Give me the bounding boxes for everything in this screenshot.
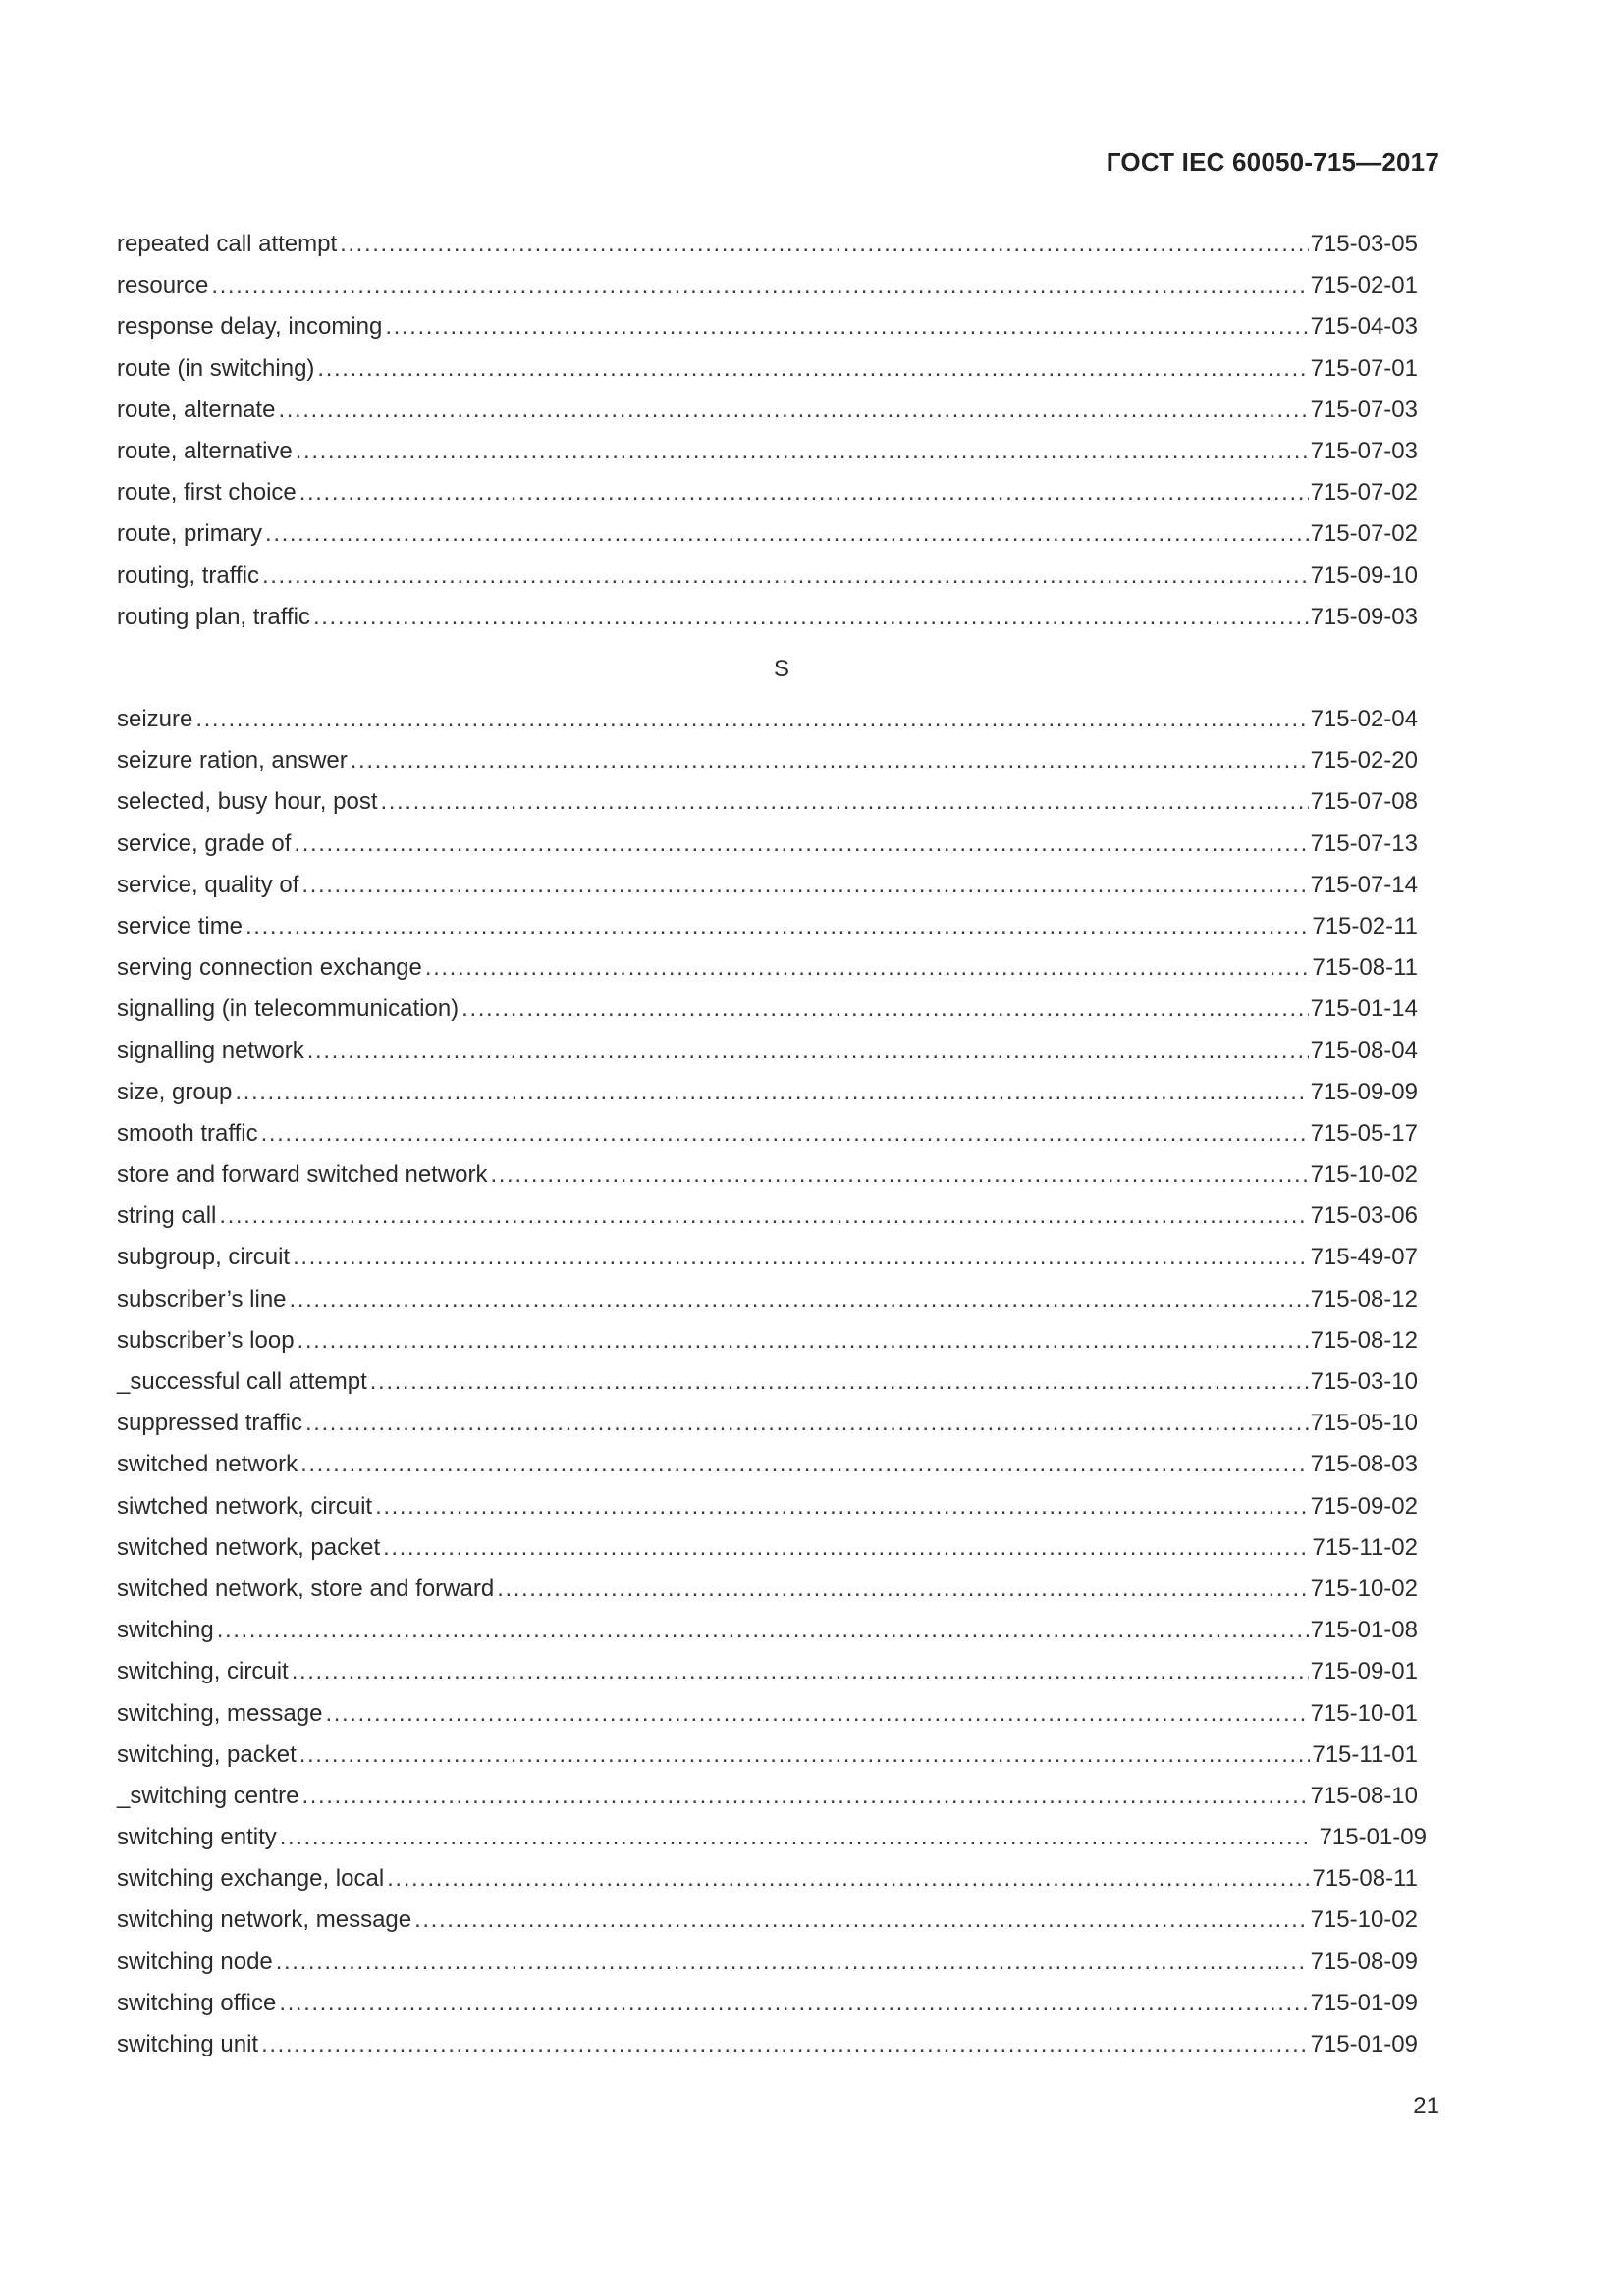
dot-leader: [307, 1031, 1309, 1072]
dot-leader: [261, 1113, 1309, 1154]
index-entry: [117, 865, 1418, 906]
index-entry: [117, 781, 1418, 823]
index-term: switching network, message: [117, 1906, 412, 1934]
index-ref: 715-11-01: [1312, 1740, 1418, 1768]
index-term: service time: [117, 912, 244, 939]
index-ref: 715-01-09: [1310, 2031, 1418, 2057]
index-term: route, primary: [117, 520, 263, 548]
index-entry: [117, 1569, 1418, 1610]
dot-leader: [262, 556, 1309, 597]
dot-leader: [299, 472, 1309, 513]
dot-leader: [370, 1362, 1309, 1403]
index-ref: 715-01-14: [1310, 995, 1418, 1023]
dot-leader: [292, 1651, 1309, 1692]
index-section-s: [117, 699, 1427, 2065]
dot-leader: [298, 1320, 1309, 1362]
index-ref: 715-01-09: [1310, 1989, 1418, 2016]
index-term: switching, circuit: [117, 1658, 289, 1685]
dot-leader: [301, 1776, 1308, 1817]
index-entry: [117, 1735, 1418, 1776]
index-ref: 715-07-03: [1310, 396, 1418, 423]
index-term: store and forward switched network: [117, 1161, 488, 1189]
index-ref: 715-01-09: [1319, 1824, 1427, 1851]
index-ref: 715-07-08: [1310, 788, 1418, 816]
index-entry: [117, 1776, 1418, 1817]
index-entry: [117, 740, 1418, 781]
index-ref: 715-03-10: [1310, 1368, 1418, 1395]
page-number: 21: [1413, 2093, 1439, 2119]
dot-leader: [245, 906, 1310, 947]
index-entry: [117, 1444, 1418, 1485]
index-entry: [117, 1072, 1418, 1113]
dot-leader: [280, 1817, 1310, 1858]
index-ref: 715-10-01: [1310, 1699, 1418, 1727]
index-term: subgroup, circuit: [117, 1244, 291, 1271]
index-ref: 715-09-10: [1310, 561, 1418, 589]
index-entry: [117, 1651, 1418, 1692]
index-term: switching entity: [117, 1824, 277, 1851]
index-ref: 715-08-12: [1310, 1326, 1418, 1354]
index-term: selected, busy hour, post: [117, 788, 378, 816]
index-entry: [117, 472, 1418, 513]
dot-leader: [317, 348, 1308, 390]
index-ref: 715-07-03: [1310, 437, 1418, 464]
index-entry: [117, 1817, 1427, 1858]
index-entry: [117, 597, 1418, 638]
dot-leader: [301, 865, 1308, 906]
index-entry: [117, 1858, 1418, 1899]
dot-leader: [296, 431, 1309, 472]
dot-leader: [425, 947, 1310, 988]
index-term: switching, message: [117, 1699, 323, 1727]
index-entry: [117, 556, 1418, 597]
index-ref: 715-02-01: [1310, 272, 1418, 299]
index-entry: [117, 906, 1418, 947]
index-ref: 715-09-01: [1310, 1658, 1418, 1685]
dot-leader: [313, 597, 1309, 638]
index-ref: 715-10-02: [1310, 1575, 1418, 1602]
index-ref: 715-07-02: [1310, 479, 1418, 507]
index-term: _successful call attempt: [117, 1368, 367, 1395]
index-ref: 715-05-10: [1310, 1410, 1418, 1437]
dot-leader: [293, 1237, 1308, 1278]
index-entry: [117, 1899, 1418, 1941]
index-entry: [117, 1403, 1418, 1444]
section-letter-heading: S: [773, 656, 789, 682]
dot-leader: [340, 224, 1308, 265]
index-entry: [117, 824, 1418, 865]
index-entry: [117, 1237, 1418, 1278]
dot-leader: [290, 1279, 1309, 1320]
index-ref: 715-01-08: [1310, 1617, 1418, 1644]
index-entry: [117, 947, 1418, 988]
index-entry: [117, 2024, 1418, 2065]
index-entry: [117, 1942, 1418, 1983]
dot-leader: [261, 2024, 1309, 2065]
index-term: string call: [117, 1202, 217, 1230]
index-entry: [117, 1983, 1418, 2024]
index-entry: [117, 1196, 1418, 1237]
index-ref: 715-08-11: [1312, 1865, 1418, 1893]
dot-leader: [381, 781, 1309, 823]
index-entry: [117, 513, 1418, 555]
index-entry: [117, 1031, 1418, 1072]
index-entry: [117, 1113, 1418, 1154]
index-ref: 715-09-02: [1310, 1492, 1418, 1520]
index-term: switching node: [117, 1948, 273, 1975]
index-term: serving connection exchange: [117, 954, 422, 982]
index-entry: [117, 1486, 1418, 1527]
index-ref: 715-07-01: [1310, 354, 1418, 382]
index-ref: 715-08-03: [1310, 1451, 1418, 1478]
index-term: subscriber’s loop: [117, 1326, 295, 1354]
index-entry: [117, 265, 1418, 306]
index-entry: [117, 1279, 1418, 1320]
dot-leader: [387, 1858, 1310, 1899]
index-term: route, alternate: [117, 396, 276, 423]
index-term: subscriber’s line: [117, 1285, 287, 1312]
index-term: smooth traffic: [117, 1119, 258, 1147]
dot-leader: [497, 1569, 1308, 1610]
index-term: switching office: [117, 1989, 277, 2016]
dot-leader: [385, 306, 1308, 347]
index-term: signalling network: [117, 1037, 304, 1064]
document-header: ГОСТ IEC 60050-715—2017: [1106, 147, 1439, 177]
dot-leader: [351, 740, 1309, 781]
index-term: service, quality of: [117, 871, 299, 898]
index-term: service, grade of: [117, 829, 292, 857]
index-ref: 715-08-04: [1310, 1037, 1418, 1064]
dot-leader: [305, 1403, 1309, 1444]
index-entry: [117, 1693, 1418, 1735]
index-ref: 715-10-02: [1310, 1161, 1418, 1189]
index-term: switched network, store and forward: [117, 1575, 495, 1602]
dot-leader: [219, 1196, 1308, 1237]
index-ref: 715-09-09: [1310, 1078, 1418, 1105]
index-ref: 715-03-05: [1310, 231, 1418, 257]
index-term: route, first choice: [117, 479, 297, 507]
dot-leader: [279, 1983, 1308, 2024]
index-term: switching, packet: [117, 1740, 297, 1768]
index-term: resource: [117, 272, 209, 299]
index-entry: [117, 224, 1418, 265]
dot-leader: [414, 1899, 1308, 1941]
dot-leader: [278, 390, 1308, 431]
index-ref: 715-04-03: [1310, 313, 1418, 341]
index-ref: 715-02-20: [1310, 747, 1418, 774]
index-term: routing, traffic: [117, 561, 259, 589]
index-entry: [117, 1610, 1418, 1651]
dot-leader: [375, 1486, 1308, 1527]
index-term: routing plan, traffic: [117, 603, 311, 630]
index-term: seizure: [117, 706, 193, 732]
index-entry: [117, 390, 1418, 431]
index-term: seizure ration, answer: [117, 747, 348, 774]
index-ref: 715-49-07: [1310, 1244, 1418, 1271]
index-entry: [117, 699, 1418, 740]
index-ref: 715-10-02: [1310, 1906, 1418, 1934]
index-ref: 715-02-11: [1312, 912, 1418, 939]
dot-leader: [325, 1693, 1308, 1735]
dot-leader: [235, 1072, 1308, 1113]
index-ref: 715-09-03: [1310, 603, 1418, 630]
dot-leader: [491, 1154, 1309, 1196]
index-ref: 715-07-02: [1310, 520, 1418, 548]
index-section-r: [117, 224, 1418, 638]
index-ref: 715-08-12: [1310, 1285, 1418, 1312]
index-term: route (in switching): [117, 354, 315, 382]
index-term: switching unit: [117, 2031, 259, 2057]
index-term: size, group: [117, 1078, 233, 1105]
dot-leader: [300, 1444, 1309, 1485]
dot-leader: [265, 513, 1309, 555]
index-entry: [117, 988, 1418, 1030]
index-ref: 715-08-09: [1310, 1948, 1418, 1975]
index-term: repeated call attempt: [117, 231, 338, 257]
index-term: switched network: [117, 1451, 298, 1478]
index-term: suppressed traffic: [117, 1410, 302, 1437]
index-ref: 715-02-04: [1310, 706, 1418, 732]
index-entry: [117, 306, 1418, 347]
dot-leader: [276, 1942, 1309, 1983]
index-entry: [117, 1362, 1418, 1403]
index-ref: 715-08-10: [1310, 1782, 1418, 1809]
index-entry: [117, 1320, 1418, 1362]
index-entry: [117, 348, 1418, 390]
dot-leader: [217, 1610, 1309, 1651]
index-term: response delay, incoming: [117, 313, 383, 341]
index-ref: 715-07-13: [1310, 829, 1418, 857]
index-entry: [117, 1527, 1418, 1569]
index-ref: 715-05-17: [1310, 1119, 1418, 1147]
dot-leader: [211, 265, 1308, 306]
index-ref: 715-08-11: [1312, 954, 1418, 982]
dot-leader: [461, 988, 1308, 1030]
index-ref: 715-03-06: [1310, 1202, 1418, 1230]
index-term: siwtched network, circuit: [117, 1492, 373, 1520]
dot-leader: [383, 1527, 1310, 1569]
dot-leader: [195, 699, 1308, 740]
index-entry: [117, 1154, 1418, 1196]
index-ref: 715-11-02: [1312, 1533, 1418, 1561]
index-term: _switching centre: [117, 1782, 299, 1809]
index-term: switching exchange, local: [117, 1865, 385, 1893]
index-term: switching: [117, 1617, 214, 1644]
dot-leader: [294, 824, 1308, 865]
index-term: route, alternative: [117, 437, 293, 464]
index-term: signalling (in telecommunication): [117, 995, 460, 1023]
index-entry: [117, 431, 1418, 472]
index-ref: 715-07-14: [1310, 871, 1418, 898]
index-term: switched network, packet: [117, 1533, 381, 1561]
dot-leader: [299, 1735, 1311, 1776]
